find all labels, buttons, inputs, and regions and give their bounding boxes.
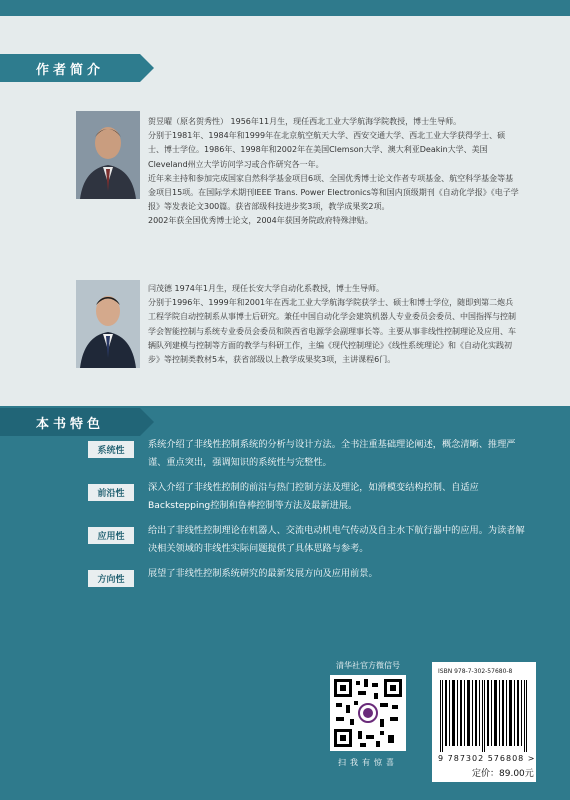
feature-text: 展望了非线性控制系统研究的最新发展方向及应用前景。 xyxy=(148,568,378,579)
features-section-title: 本书特色 xyxy=(0,408,140,436)
feature-label: 方向性 xyxy=(88,570,134,587)
feature-label: 前沿性 xyxy=(88,484,134,501)
author1-photo xyxy=(76,111,140,199)
feature-label: 应用性 xyxy=(88,527,134,544)
author-panel xyxy=(0,16,570,406)
feature-text: 给出了非线性控制理论在机器人、交流电动机电气传动及自主水下航行器中的应用。为读者解决相关领域的非线性实际问题提供了具体思路与参考。 xyxy=(148,525,525,554)
wechat-qr-block xyxy=(330,660,406,768)
top-band xyxy=(0,0,570,16)
price-label: 定价：89.00元 xyxy=(472,769,534,779)
author2-para: 闫茂德 1974年1月生，现任长安大学自动化系教授，博士生导师。 xyxy=(148,284,384,293)
author-section-title: 作者简介 xyxy=(0,54,140,82)
feature-text: 深入介绍了非线性控制的前沿与热门控制方法及理论，如滑模变结构控制、自适应Backstepping控制和鲁棒控制等方法及最新进展。 xyxy=(148,482,479,511)
feature-text: 系统介绍了非线性控制系统的分析与设计方法。全书注重基础理论阐述，概念清晰、推理严谨、重点突出，强调知识的系统性与完整性。 xyxy=(148,439,516,468)
feature-label: 系统性 xyxy=(88,441,134,458)
isbn-text: ISBN 978-7-302-57680-8 xyxy=(438,668,513,675)
author1-para: 分别于1981年、1984年和1999年在北京航空航天大学、西安交通大学、西北工业大学获得学士、硕士、博士学位。1986年、1998年和2002年在美国Clemson大学、澳大利亚Deakin大学、美国Cleveland州立大学访问学习或合作研究各一年。 xyxy=(148,131,506,169)
barcode-bars xyxy=(440,680,528,752)
author1-para: 2002年获全国优秀博士论文，2004年获国务院政府特殊津贴。 xyxy=(148,216,373,226)
qr-title: 清华社官方微信号 xyxy=(336,661,400,670)
author2-photo xyxy=(76,280,140,368)
qr-footer: 扫我有惊喜 xyxy=(338,758,398,767)
author1-bio xyxy=(148,115,520,229)
author2-para: 分别于1996年、1999年和2001年在西北工业大学航海学院获学士、硕士和博士学位，随即到第二炮兵工程学院自动控制系从事博士后研究。兼任中国自动化学会建筑机器人专业委员会委员、中国指挥与控制学会智能控制与系统专业委员会委员和陕西省电源学会副理事长等。主要从事非线性控制理论及应用、车辆队列建模与控制等方面的教学与科研工作，主编《现代控制理论》《线性系统理论》和《自动化实践初步》等控制类教材5本，获省部级以上教学成果奖3项，主讲课程6门。 xyxy=(148,298,516,365)
author2-bio xyxy=(148,282,520,367)
author1-para: 贺昱曜（原名贺秀性） 1956年11月生，现任西北工业大学航海学院教授，博士生导师。 xyxy=(148,117,462,126)
qr-code[interactable] xyxy=(330,675,406,751)
author1-para: 近年来主持和参加完成国家自然科学基金项目6项、全国优秀博士论文作者专项基金、航空科学基金等基金项目15项。在国际学术期刊IEEE Trans. Power Electronics等和国内顶级期刊《自动化学报》《电子学报》等发表论文300篇。获省部级科技进步奖3项，教学成果奖2项。 xyxy=(148,173,519,212)
barcode-number: 9 787302 576808 > xyxy=(438,754,536,763)
barcode-block xyxy=(432,662,536,782)
features-panel xyxy=(0,406,570,668)
